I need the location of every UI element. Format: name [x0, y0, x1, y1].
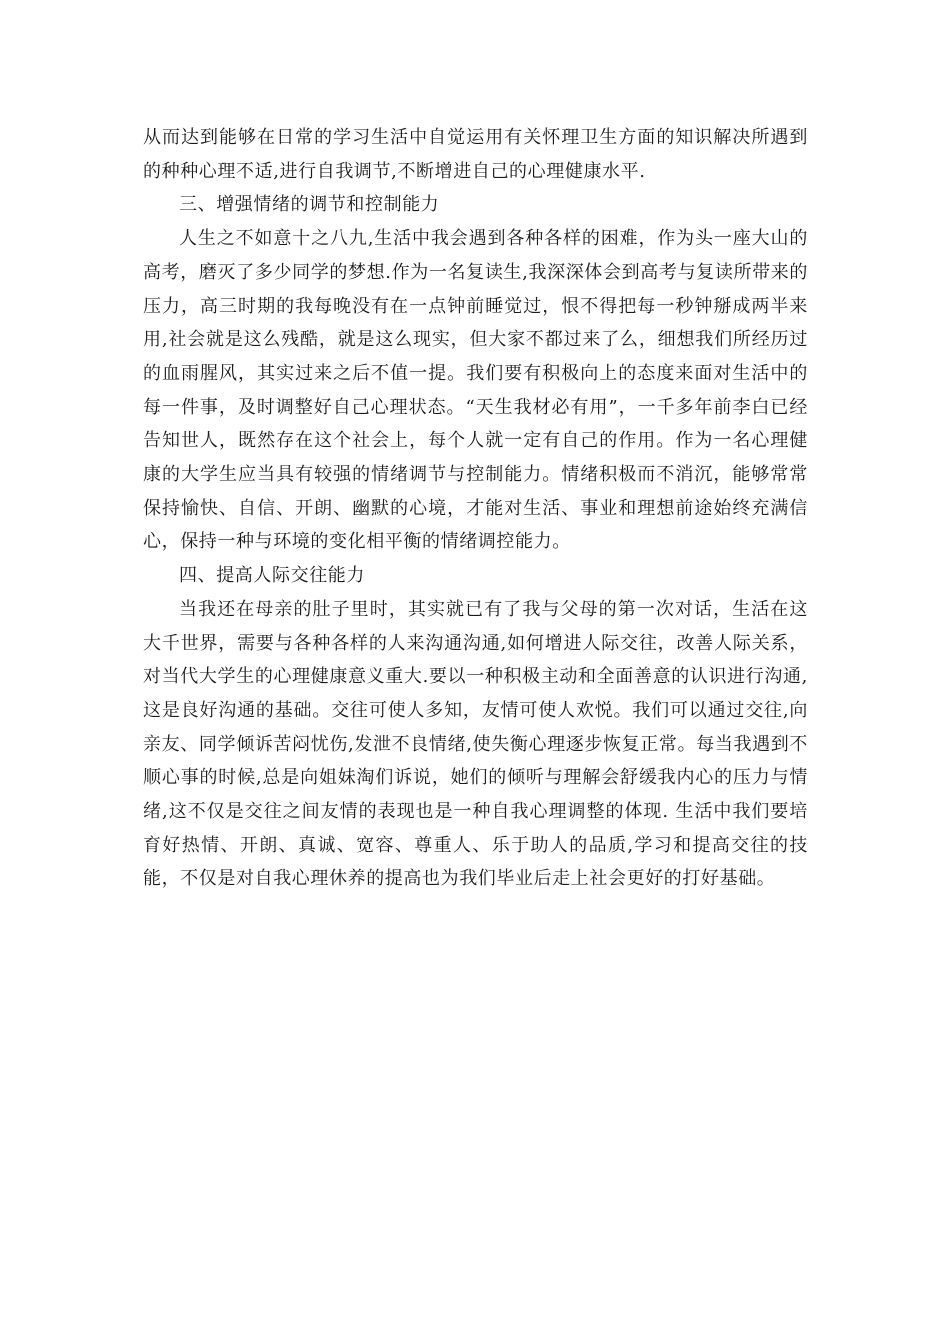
section-heading-4: 四、提高人际交往能力	[179, 565, 365, 587]
section-heading-3: 三、增强情绪的调节和控制能力	[179, 194, 440, 216]
paragraph-emotion-regulation: 人生之不如意十之八九,生活中我会遇到各种各样的困难，作为头一座大山的高考，磨灭了多少同学的梦想.作为一名复读生,我深深体会到高考与复读所带来的压力，高三时期的我每晚没有在一点钟前睡觉过，恨不得把每一秒钟掰成两半来用,社会就是这么残酷，就是这么现实，但大家不都过来了么，细想我们所经历过的血雨腥风，其实过来之后不值一提。我们要有积极向上的态度来面对生活中的每一件事，及时调整好自己心理状态。“天生我材必有用”，一千多年前李白已经告知世人，既然存在这个社会上，每个人就一定有自己的作用。作为一名心理健康的大学生应当具有较强的情绪调节与控制能力。情绪积极而不消沉，能够常常保持愉快、自信、开朗、幽默的心境，才能对生活、事业和理想前途始终充满信心，保持一种与环境的变化相平衡的情绪调控能力。	[143, 228, 808, 553]
paragraph-interpersonal: 当我还在母亲的肚子里时，其实就已有了我与父母的第一次对话，生活在这大千世界，需要与各种各样的人来沟通沟通,如何增进人际交往，改善人际关系，对当代大学生的心理健康意义重大.要以一种积极主动和全面善意的认识进行沟通,这是良好沟通的基础。交往可使人多知，友情可使人欢悦。我们可以通过交往,向亲友、同学倾诉苦闷忧伤,发泄不良情绪,使失衡心理逐步恢复正常。每当我遇到不顺心事的时候,总是向姐妹淘们诉说，她们的倾听与理解会舒缓我内心的压力与情绪,这不仅是交往之间友情的表现也是一种自我心理调整的体现. 生活中我们要培育好热情、开朗、真诚、宽容、尊重人、乐于助人的品质,学习和提高交往的技能，不仅是对自我心理休养的提高也为我们毕业后走上社会更好的打好基础。	[143, 598, 808, 890]
document-page	[143, 121, 808, 896]
paragraph-continuation: 从而达到能够在日常的学习生活中自觉运用有关怀理卫生方面的知识解决所遇到的种种心理不适,进行自我调节,不断增进自己的心理健康水平.	[143, 127, 808, 182]
